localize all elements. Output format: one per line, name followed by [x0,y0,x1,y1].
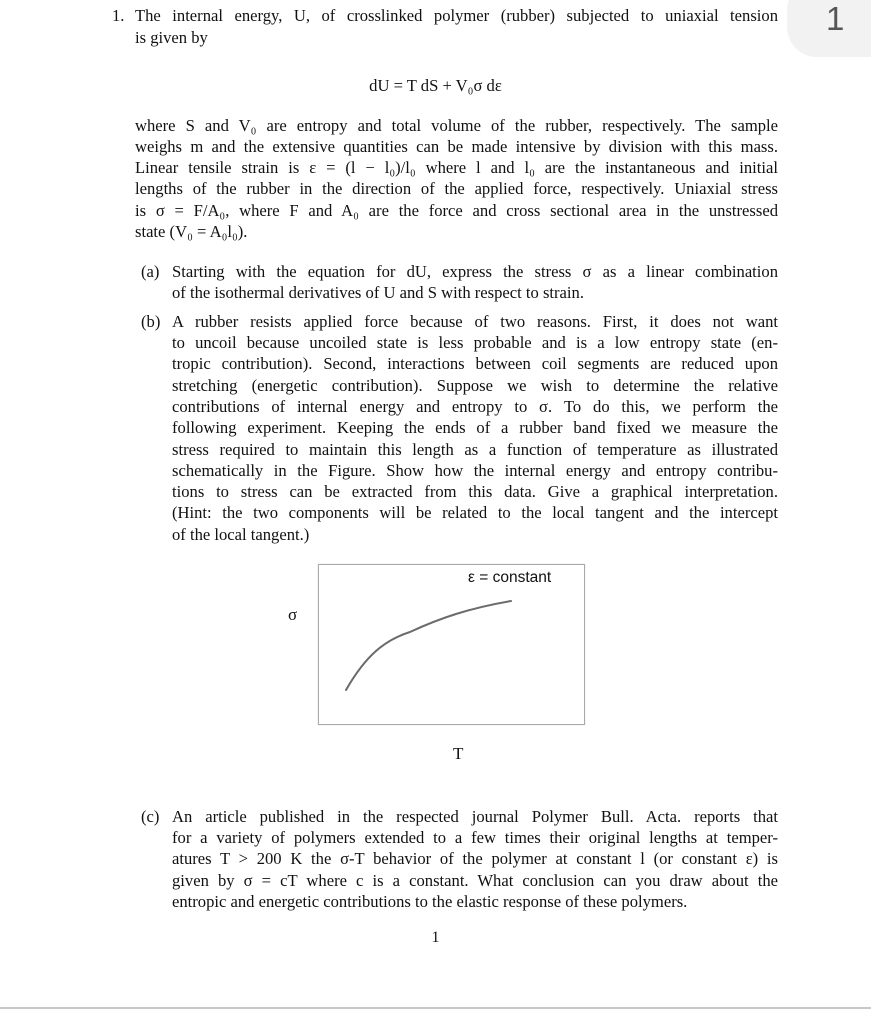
part-b-line: stretching (energetic contribution). Suppose we wish to determine the relative [172,376,778,395]
definition-line: Linear tensile strain is ε = (l − l₀)/l₀ where l and l₀ are the instantaneous and initial [135,158,778,177]
part-c-line: An article published in the respected journal Polymer Bull. Acta. reports that [172,807,778,826]
part-b-line: stress required to maintain this length as a function of temperature as illustrated [172,440,778,459]
definition-line: lengths of the rubber in the direction of the applied force, respectively. Uniaxial stress [135,179,778,198]
part-a-label: (a) [141,262,160,281]
intro-line-2: is given by [135,28,208,47]
part-b-line: following experiment. Keeping the ends of a rubber band fixed we measure the [172,418,778,437]
part-a-line: Starting with the equation for dU, express the stress σ as a linear combination [172,262,778,281]
definition-line: weighs m and the extensive quantities can be made intensive by division with this mass. [135,137,778,156]
part-c-line: for a variety of polymers extended to a few times their original lengths at temper- [172,828,778,847]
problem-number: 1. [112,6,125,25]
definition-line: is σ = F/A₀, where F and A₀ are the force and cross sectional area in the unstressed [135,201,778,220]
part-c-label: (c) [141,807,160,826]
temperature-axis-label: T [453,744,464,763]
part-a-line: of the isothermal derivatives of U and S with respect to strain. [172,283,584,302]
part-b-line: (Hint: the two components will be related to the local tangent and the intercept [172,503,778,522]
part-b-line: to uncoil because uncoiled state is less probable and is a low entropy state (en- [172,333,778,352]
part-b-line: A rubber resists applied force because of two reasons. First, it does not want [172,312,778,331]
part-b-line: tropic contribution). Second, interactions between coil segments are reduced upon [172,354,778,373]
definition-line: where S and V₀ are entropy and total volume of the rubber, respectively. The sample [135,116,778,135]
part-b-line: contributions of internal energy and entropy to σ. To do this, we perform the [172,397,778,416]
part-c-line: entropic and energetic contributions to the elastic response of these polymers. [172,892,688,911]
part-b-line: schematically in the Figure. Show how the internal energy and entropy contribu- [172,461,778,480]
part-c-line: atures T > 200 K the σ-T behavior of the polymer at constant l (or constant ε) is [172,849,778,868]
strain-constant-annotation: ε = constant [468,569,552,586]
equation-du: dU = T dS + V₀σ dε [369,76,502,95]
part-b-label: (b) [141,312,161,331]
part-c-line: given by σ = cT where c is a constant. What conclusion can you draw about the [172,871,778,890]
sigma-axis-label: σ [288,605,298,624]
part-b-line: tions to stress can be extracted from this data. Give a graphical interpretation. [172,482,778,501]
intro-line-1: The internal energy, U, of crosslinked polymer (rubber) subjected to uniaxial tension [135,6,778,25]
page-number-badge-label: 1 [826,0,845,37]
part-b-line: of the local tangent.) [172,525,310,544]
footer-page-number: 1 [431,929,440,946]
definition-line: state (V₀ = A₀l₀). [135,222,248,241]
